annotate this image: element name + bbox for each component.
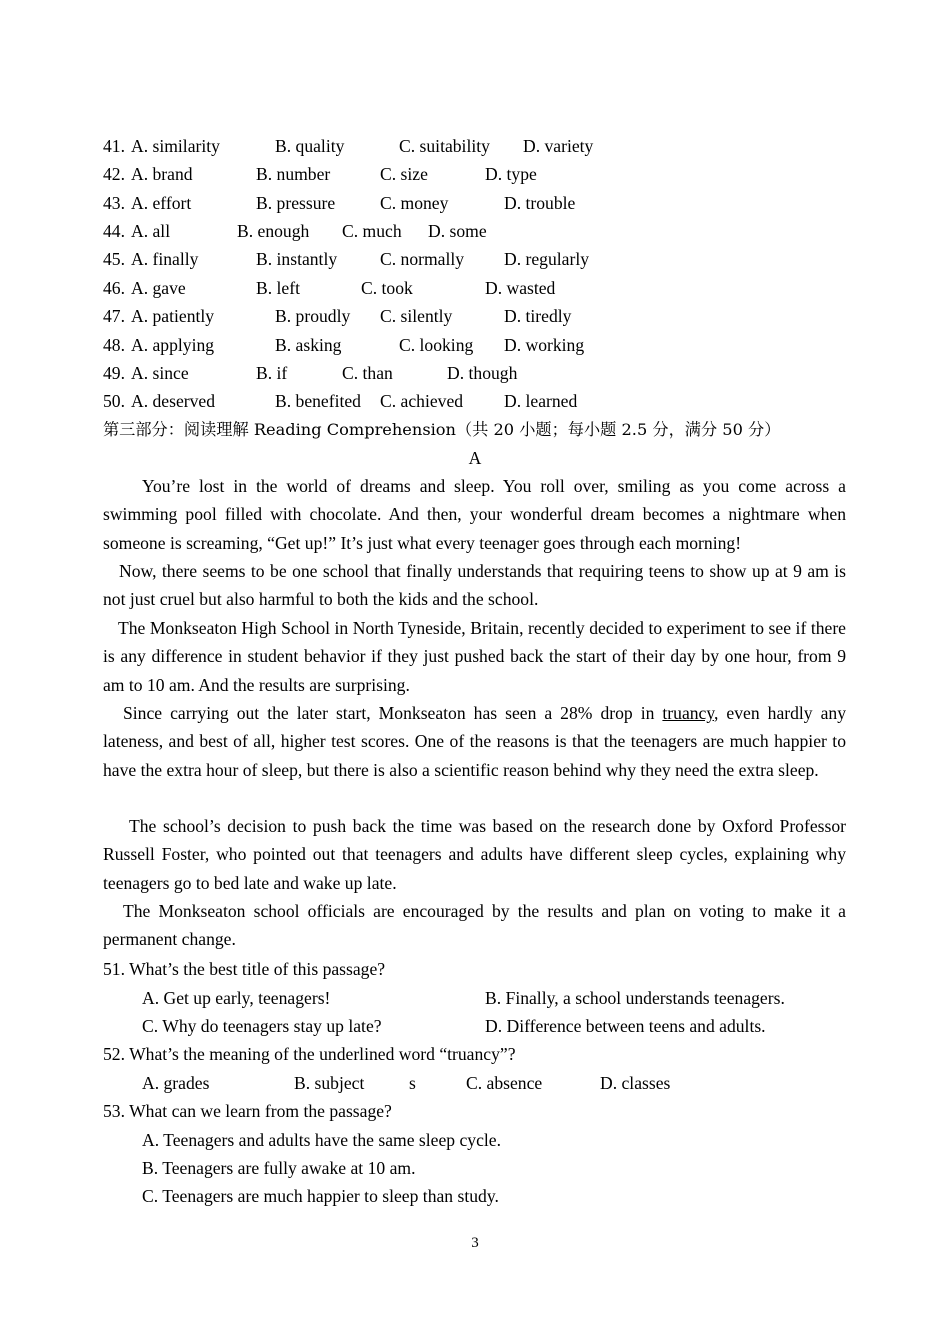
option-b: B. number xyxy=(256,164,331,184)
option-num: 41. xyxy=(103,136,125,156)
option-c: C. size xyxy=(380,164,428,184)
option-b: B. quality xyxy=(275,136,345,156)
option-num: 42. xyxy=(103,164,125,184)
option-d: D. tiredly xyxy=(504,306,572,326)
option-d: D. wasted xyxy=(485,278,556,298)
question-51-option-b: B. Finally, a school understands teenagers. xyxy=(485,988,785,1008)
question-51-stem: 51. What’s the best title of this passage? xyxy=(103,959,386,979)
question-53-stem: 53. What can we learn from the passage? xyxy=(103,1101,392,1121)
passage-paragraph-3: The Monkseaton High School in North Tyneside, Britain, recently decided to experiment to see if there is any difference in student behavior if they just pushed back the start of their day by one hour, from 9 am to 10 am. And the results are surprising. xyxy=(103,618,846,695)
question-52-option-c: C. absence xyxy=(466,1073,543,1093)
option-b: B. proudly xyxy=(275,306,351,326)
paragraph-4-text-after: , even hardly any lateness, and best of all, higher test scores. One of the reasons is that the teenagers are much happier to have the extra hour of sleep, but there is also a scientific reason behind why they need the extra sleep. xyxy=(103,703,847,780)
option-num: 45. xyxy=(103,249,125,269)
question-52-option-d: D. classes xyxy=(600,1073,671,1093)
option-a: A. finally xyxy=(131,249,199,269)
question-53-option-b: B. Teenagers are fully awake at 10 am. xyxy=(142,1158,416,1178)
option-a: A. patiently xyxy=(131,306,215,326)
option-b: B. left xyxy=(256,278,300,298)
question-51-option-d: D. Difference between teens and adults. xyxy=(485,1016,766,1036)
section-heading: 第三部分：阅读理解 Reading Comprehension（共 20 小题；每小题 2.5 分，满分 50 分） xyxy=(103,420,781,439)
question-52-stem: 52. What’s the meaning of the underlined word “truancy”? xyxy=(103,1044,516,1064)
option-c: C. money xyxy=(380,193,449,213)
passage-label: A xyxy=(468,448,482,468)
page-number: 3 xyxy=(471,1235,479,1251)
option-a: A. effort xyxy=(131,193,192,213)
option-b: B. enough xyxy=(237,221,310,241)
option-d: D. though xyxy=(447,363,518,383)
option-d: D. learned xyxy=(504,391,578,411)
question-52-option-b: B. subject xyxy=(294,1073,365,1093)
option-a: A. all xyxy=(131,221,171,241)
option-d: D. variety xyxy=(523,136,594,156)
option-c: C. suitability xyxy=(399,136,490,156)
option-num: 49. xyxy=(103,363,125,383)
question-51-option-a: A. Get up early, teenagers! xyxy=(142,988,331,1008)
option-c: C. than xyxy=(342,363,393,383)
option-b: B. asking xyxy=(275,335,342,355)
option-num: 47. xyxy=(103,306,125,326)
option-a: A. since xyxy=(131,363,189,383)
option-d: D. type xyxy=(485,164,537,184)
option-d: D. regularly xyxy=(504,249,590,269)
option-num: 50. xyxy=(103,391,125,411)
option-d: D. working xyxy=(504,335,585,355)
option-c: C. achieved xyxy=(380,391,464,411)
option-b: B. pressure xyxy=(256,193,336,213)
option-a: A. gave xyxy=(131,278,186,298)
passage-paragraph-6: The Monkseaton school officials are encouraged by the results and plan on voting to make it a permanent change. xyxy=(103,901,846,950)
question-51-option-c: C. Why do teenagers stay up late? xyxy=(142,1016,382,1036)
option-c: C. silently xyxy=(380,306,453,326)
question-52-stray-char: s xyxy=(409,1073,416,1093)
option-c: C. took xyxy=(361,278,413,298)
option-c: C. normally xyxy=(380,249,465,269)
option-num: 43. xyxy=(103,193,125,213)
paragraph-4-text-before: Since carrying out the later start, Monkseaton has seen a 28% drop in xyxy=(123,703,655,723)
option-d: D. some xyxy=(428,221,487,241)
question-53-option-c: C. Teenagers are much happier to sleep than study. xyxy=(142,1186,499,1206)
option-num: 44. xyxy=(103,221,125,241)
option-b: B. if xyxy=(256,363,288,383)
option-b: B. instantly xyxy=(256,249,338,269)
option-num: 48. xyxy=(103,335,125,355)
option-d: D. trouble xyxy=(504,193,576,213)
passage-paragraph-1: You’re lost in the world of dreams and sleep. You roll over, smiling as you come across a swimming pool filled with chocolate. And then, your wonderful dream becomes a nightmare when someone is screaming, “Get up!” It’s just what every teenager goes through each morning! xyxy=(103,476,846,553)
option-c: C. looking xyxy=(399,335,474,355)
option-a: A. brand xyxy=(131,164,193,184)
option-a: A. applying xyxy=(131,335,215,355)
option-c: C. much xyxy=(342,221,402,241)
option-a: A. similarity xyxy=(131,136,220,156)
passage-paragraph-4 xyxy=(103,699,846,784)
option-a: A. deserved xyxy=(131,391,216,411)
question-52-option-a: A. grades xyxy=(142,1073,210,1093)
option-b: B. benefited xyxy=(275,391,361,411)
question-53-option-a: A. Teenagers and adults have the same sleep cycle. xyxy=(142,1130,501,1150)
passage-paragraph-5: The school’s decision to push back the time was based on the research done by Oxford Professor Russell Foster, who pointed out that teenagers and adults have different sleep cycles, explaining why teenagers go to bed late and wake up late. xyxy=(103,816,846,893)
passage-paragraph-2: Now, there seems to be one school that finally understands that requiring teens to show up at 9 am is not just cruel but also harmful to both the kids and the school. xyxy=(103,561,846,610)
option-num: 46. xyxy=(103,278,125,298)
underlined-word-truancy: truancy xyxy=(662,703,715,723)
